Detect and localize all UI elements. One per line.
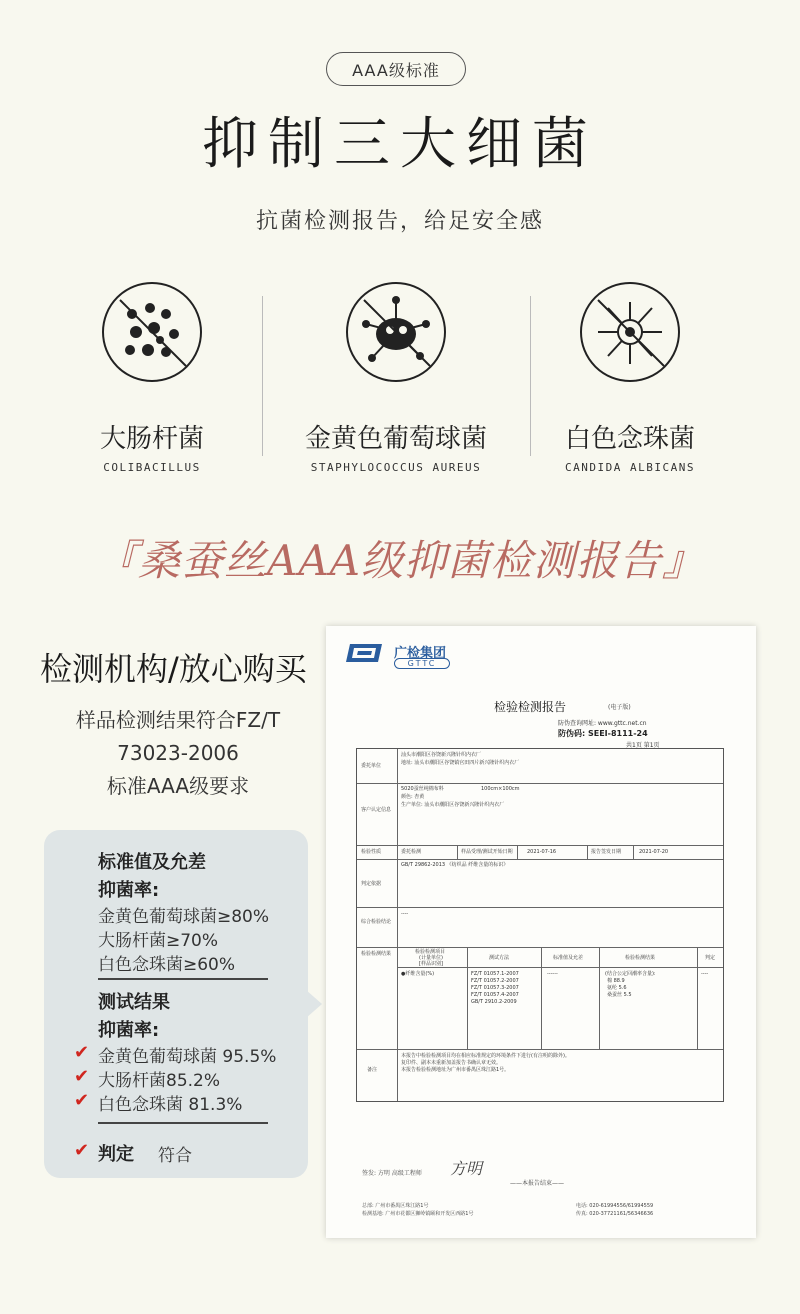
result-panel [44,830,308,1178]
description-line: 73023-2006 [117,741,239,765]
footer-address: 总部: 广州市番禺区珠江路1号 [362,1203,429,1209]
doc-code: 防伪码: SEEI-8111-24 [558,729,648,738]
footer-fax: 传真: 020-37721161/56346636 [576,1211,654,1217]
basis-value: GB/T 29862-2013 《纺织品 纤维含量的标识》 [401,862,509,868]
test-report-document [326,626,756,1238]
bacteria-item-coli [22,282,282,474]
doc-page: 共1页 第1页 [626,742,660,749]
gttc-logo-icon [346,640,386,666]
start-date-label: 样品受理/测试开始日期 [461,849,513,855]
judgement-value: 符合 [158,1146,192,1166]
signer: 签发: 方明 高级工程师 [362,1170,422,1177]
row-standard: ------ [547,971,558,977]
standard-badge: AAA级标准 [326,52,466,86]
row-method: FZ/T 01057.3-2007 [471,985,519,991]
conclusion-label: 综合检验结论 [361,919,392,925]
client-address: 地址: 汕头市潮阳区谷饶镇官田四片新兴隆针织内衣厂 [401,760,520,766]
row-method: GB/T 2910.2-2009 [471,999,517,1005]
panel-pointer [306,990,322,1018]
table-line [587,845,588,859]
bacteria-name-en: CANDIDA ALBICANS [565,461,695,474]
col-item: 检验检测项目 [415,949,446,955]
table-line [357,947,723,948]
remark-line: 本报告中检验检测项目均在相应标准规定的环境条件下进行(有注明的除外)。 [401,1053,570,1059]
col-method: 测试方法 [489,955,510,961]
bacteria-name-cn: 白色念珠菌 [564,424,695,454]
sample-label: 客户认定信息 [361,807,392,813]
result-item: 金黄色葡萄球菌 95.5% [98,1047,277,1067]
panel-divider [98,978,268,980]
description-line: 标准AAA级要求 [106,774,250,798]
antibacterial-label: 抑菌率: [98,880,160,901]
doc-brand: 广检集团 [394,646,447,661]
table-line [357,859,723,860]
col-sample: [样品识别] [419,961,443,967]
staph-bacteria-icon [346,282,446,382]
table-line [357,1049,723,1050]
table-line [633,845,634,859]
check-icon: ✔ [74,1140,90,1161]
table-line [357,783,723,784]
remark-line: 复印件、副本未重新加盖报告书确认章无效。 [401,1060,502,1066]
sample-size: 100cm×100cm [481,786,520,792]
standard-title: 标准值及允差 [98,852,206,873]
issue-date-value: 2021-07-20 [639,849,669,855]
results-label: 检验检测结果 [361,951,392,957]
candida-bacteria-icon [580,282,680,382]
row-result: 桑蚕丝 5.5 [607,992,632,998]
doc-title: 检验检测报告 [494,700,567,714]
check-icon: ✔ [74,1042,90,1063]
table-line [697,947,698,1049]
divider [262,296,263,456]
end-mark-text: 本报告结束 [522,1180,553,1187]
bacteria-name-cn: 金黄色葡萄球菌 [304,424,487,454]
table-line [467,947,468,1049]
row-result-title: (结合公定回潮率含量): [605,971,656,977]
col-standard: 标准值及允差 [553,955,584,961]
row-method: FZ/T 01057.1-2007 [471,971,519,977]
doc-brand-sub: GTTC [394,658,450,669]
doc-title-note: (电子版) [608,704,631,711]
standard-item: 白色念珠菌≥60% [98,955,236,975]
nature-label: 检验性质 [361,849,382,855]
result-item: 白色念珠菌 81.3% [98,1095,243,1115]
table-line [397,749,398,1101]
row-item: ●纤维含量(%) [401,971,435,977]
result-title: 测试结果 [98,992,170,1013]
start-date-value: 2021-07-16 [527,849,557,855]
institution-title: 检测机构/放心购买 [40,650,307,688]
row-result: 棉 88.9 [607,978,625,984]
row-method: FZ/T 01057.4-2007 [471,992,519,998]
row-method: FZ/T 01057.2-2007 [471,978,519,984]
sample-color: 颜色: 杏黄 [401,794,425,800]
standard-item: 大肠杆菌≥70% [98,931,219,951]
bacteria-name-cn: 大肠杆菌 [99,424,204,454]
footer-address: 检测基地: 广州市花都区狮岭镇颐和开发区西路1号 [362,1211,474,1217]
check-icon: ✔ [74,1066,90,1087]
report-heading: 『桑蚕丝AAA级抑菌检测报告』 [95,536,705,585]
standard-item: 金黄色葡萄球菌≥80% [98,907,270,927]
bacteria-item-staph [266,282,526,474]
bacteria-name-en: STAPHYLOCOCCUS AUREUS [310,461,482,474]
table-line [517,845,518,859]
col-unit: (计量单位) [419,955,443,961]
page-title: 抑制三大细菌 [202,112,598,177]
end-mark: ——本报告结束—— [510,1180,565,1187]
bacteria-name-en: COLIBACILLUS [103,461,201,474]
col-judge: 判定 [705,955,716,961]
client-label: 委托单位 [361,763,382,769]
coli-bacteria-icon [102,282,202,382]
remark-label: 备注 [367,1067,378,1073]
basis-label: 判定依据 [361,881,382,887]
judgement-label: 判定 [98,1144,134,1165]
bacteria-item-candida [500,282,760,474]
col-result: 检验检测结果 [625,955,656,961]
issue-date-label: 报告签发日期 [591,849,622,855]
row-judge: ---- [701,971,709,977]
client-value: 汕头市潮阳区谷饶新兴隆针织内衣厂 [401,752,482,758]
result-label: 抑菌率: [98,1020,160,1041]
remark-line: 本报告检验检测地址为广州市番禺区珠江路1号。 [401,1067,510,1073]
doc-website: 防伪查询网址: www.gttc.net.cn [558,720,647,727]
institution-description [40,704,316,803]
row-result: 氨纶 5.6 [607,985,627,991]
table-line [397,967,723,968]
table-line [357,845,723,846]
table-line [541,947,542,1049]
sample-name: 5020蚕丝纯棉布料 [401,786,444,792]
nature-value: 委托检测 [401,849,422,855]
table-line [357,907,723,908]
table-line [457,845,458,859]
result-item: 大肠杆菌85.2% [98,1071,221,1091]
page-subtitle: 抗菌检测报告，给足安全感 [255,209,544,234]
signature: 方明 [450,1159,483,1178]
description-line: 样品检测结果符合FZ/T [75,708,281,732]
table-line [599,947,600,1049]
report-table [356,748,724,1102]
check-icon: ✔ [74,1090,90,1111]
conclusion-value: ---- [401,911,409,917]
panel-divider [98,1122,268,1124]
sample-maker: 生产单位: 汕头市潮阳区谷饶新兴隆针织内衣厂 [401,802,505,808]
footer-phone: 电话: 020-61994556/61994559 [576,1203,654,1209]
